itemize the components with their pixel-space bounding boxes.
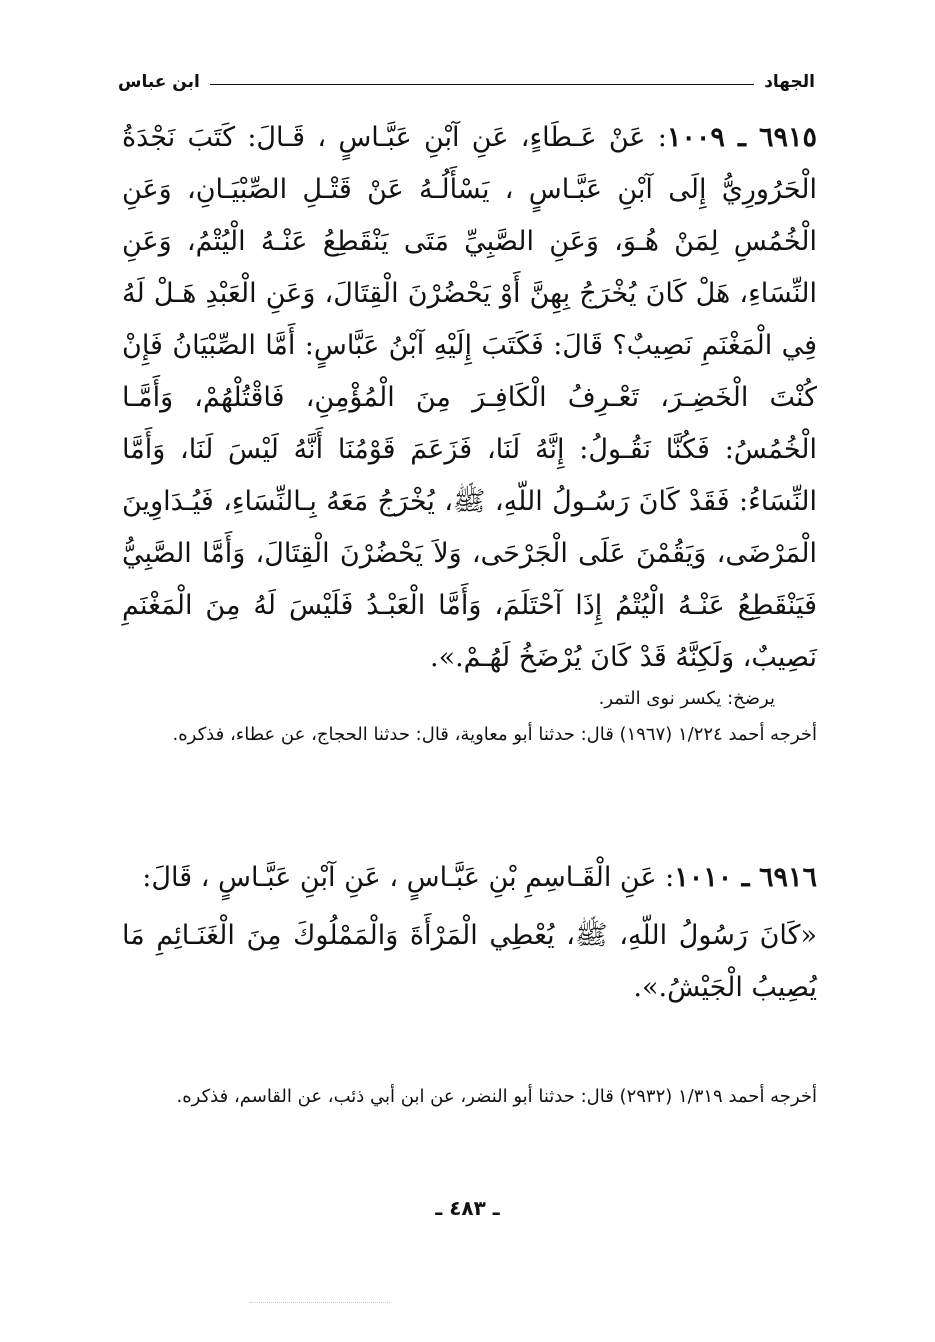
hadith-text: : عَنْ عَـطَاءٍ، عَنِ آبْنِ عَبَّـاسٍ ، قَـالَ: كَتَبَ نَجْدَةُ الْحَرُورِيُّ إِلَى آبْنِ عَبَّـاسٍ ، يَسْأَلُـهُ عَنْ قَتْـلِ الصِّبْيَـانِ، وَعَنِ الْخُمُسِ لِمَنْ هُـوَ، وَعَنِ الصَّبِيِّ مَتَى يَنْقَطِعُ عَنْـهُ الْيُتْمُ، وَعَنِ النِّسَاءِ، هَلْ كَانَ يُخْرَجُ بِهِنَّ أَوْ يَحْضُرْنَ الْقِتَالَ، وَعَنِ الْعَبْدِ هَـلْ لَهُ فِي الْمَغْنَمِ نَصِيبٌ؟ قَالَ: فَكَتَبَ إِلَيْهِ آبْنُ عَبَّاسٍ: أَمَّا الصِّبْيَانُ فَإِنْ كُنْتَ الْخَضِـرَ، تَعْـرِفُ الْكَافِـرَ مِنَ الْمُؤْمِنِ، فَاقْتُلْهُمْ، وَأَمَّـا الْخُمُسُ: فَكُنَّا نَقُـولُ: إِنَّهُ لَنَا، فَزَعَمَ قَوْمُنَا أَنَّهُ لَيْسَ لَنَا، وَأَمَّا النِّسَاءُ: فَقَدْ كَانَ رَسُـولُ اللّهِ، ﷺ، يُخْرَجُ مَعَهُ بِـالنِّسَاءِ، فَيُـدَاوِينَ الْمَرْضَى، وَيَقُمْنَ عَلَى الْجَرْحَى، وَلاَ يَحْضُرْنَ الْقِتَالَ، وَأَمَّا الصَّبِيُّ فَيَنْقَطِعُ عَنْـهُ الْيُتْمُ إِذَا آحْتَلَمَ، وَأَمَّا الْعَبْـدُ فَلَيْسَ لَهُ مِنَ الْمَغْنَمِ نَصِيبٌ، وَلَكِنَّهُ قَدْ كَانَ يُرْضَخُ لَهُـمْ.». xyxy=(122,122,817,673)
hadith-number: ٦٩١٥ ـ ١٠٠٩ xyxy=(666,122,817,153)
hadith-6916 xyxy=(122,852,817,1014)
chapter-title: الجهاد xyxy=(764,72,815,92)
hadith-quote: «كَانَ رَسُولُ اللّهِ، ﷺ، يُعْطِي الْمَرْأَةَ وَالْمَمْلُوكَ مِنَ الْغَنَـائِمِ مَا يُصِيبُ الْجَيْشُ.». xyxy=(122,920,817,1003)
gloss-note: يرضخ: يكسر نوى التمر. xyxy=(598,688,775,709)
header-rule xyxy=(210,84,754,85)
hadith-number: ٦٩١٦ ـ ١٠١٠ xyxy=(674,862,817,893)
hadith-intro: : عَنِ الْقَـاسِمِ بْنِ عَبَّـاسٍ ، عَنِ آبْنِ عَبَّـاسٍ ، قَالَ: xyxy=(142,862,675,893)
running-header xyxy=(118,66,815,98)
page-number: ـ ٤٨٣ ـ xyxy=(435,1196,500,1220)
scan-artifact xyxy=(250,1302,390,1303)
takhrij-note-6915: أخرجه أحمد ١/٢٢٤ (١٩٦٧) قال: حدثنا أبو معاوية، قال: حدثنا الحجاج، عن عطاء، فذكره. xyxy=(172,724,817,745)
hadith-6915 xyxy=(122,112,817,684)
takhrij-note-6916: أخرجه أحمد ١/٣١٩ (٢٩٣٢) قال: حدثنا أبو النضر، عن ابن أبي ذئب، عن القاسم، فذكره. xyxy=(176,1086,817,1107)
narrator-title: ابن عباس xyxy=(118,72,200,92)
